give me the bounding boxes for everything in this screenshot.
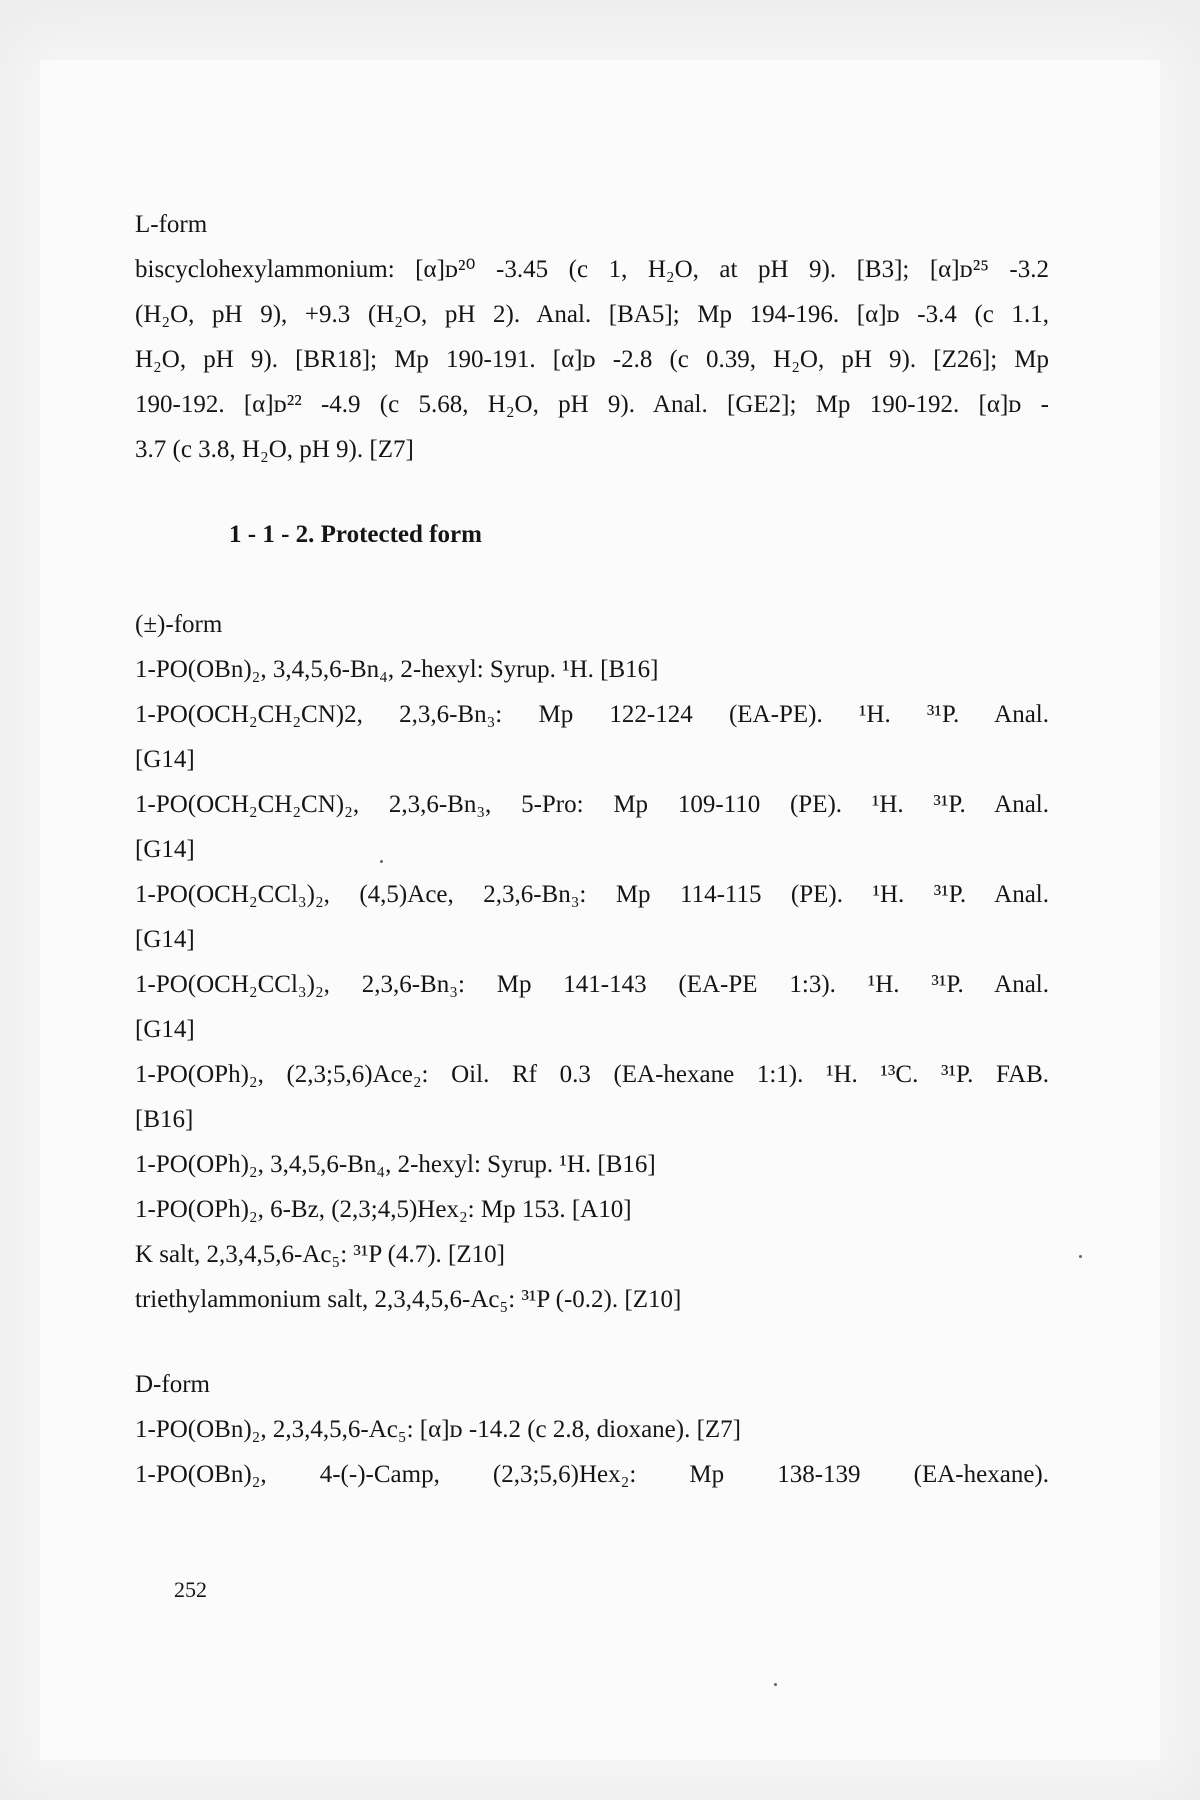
entry-line: 1-PO(OBn)₂, 3,4,5,6-Bn₄, 2-hexyl: Syrup. ¹H. [B16]	[135, 656, 659, 683]
entry-line: [B16]	[135, 1106, 194, 1133]
entry-line: 1-PO(OPh)₂, 3,4,5,6-Bn₄, 2-hexyl: Syrup. ¹H. [B16]	[135, 1151, 656, 1178]
text-line: biscyclohexylammonium: [α]ᴅ²⁰ -3.45 (c 1, H₂O, at pH 9). [B3]; [α]ᴅ²⁵ -3.2	[135, 256, 1049, 283]
racemic-form-heading: (±)-form	[135, 611, 223, 638]
entry-line: triethylammonium salt, 2,3,4,5,6-Ac₅: ³¹P (-0.2). [Z10]	[135, 1286, 682, 1313]
page-number: 252	[174, 1577, 207, 1602]
entry-line: K salt, 2,3,4,5,6-Ac₅: ³¹P (4.7). [Z10]	[135, 1241, 505, 1268]
speck	[774, 1683, 777, 1686]
entry-line: [G14]	[135, 926, 195, 953]
text-line: (H₂O, pH 9), +9.3 (H₂O, pH 2). Anal. [BA5]; Mp 194-196. [α]ᴅ -3.4 (c 1.1,	[135, 301, 1049, 328]
entry-line: 1-PO(OPh)₂, (2,3;5,6)Ace₂: Oil. Rf 0.3 (EA-hexane 1:1). ¹H. ¹³C. ³¹P. FAB.	[135, 1061, 1049, 1088]
l-form-heading: L-form	[135, 211, 208, 238]
speck	[380, 860, 383, 863]
d-form-heading: D-form	[135, 1371, 210, 1398]
entry-line: 1-PO(OBn)₂, 2,3,4,5,6-Ac₅: [α]ᴅ -14.2 (c 2.8, dioxane). [Z7]	[135, 1416, 742, 1443]
entry-line: [G14]	[135, 746, 195, 773]
entry-line: 1-PO(OCH₂CCl₃)₂, 2,3,6-Bn₃: Mp 141-143 (EA-PE 1:3). ¹H. ³¹P. Anal.	[135, 971, 1049, 998]
entry-line: 1-PO(OPh)₂, 6-Bz, (2,3;4,5)Hex₂: Mp 153. [A10]	[135, 1196, 632, 1223]
section-heading: 1 - 1 - 2. Protected form	[229, 521, 482, 548]
text-line: 3.7 (c 3.8, H₂O, pH 9). [Z7]	[135, 436, 414, 463]
entry-line: 1-PO(OCH₂CH₂CN)₂, 2,3,6-Bn₃, 5-Pro: Mp 109-110 (PE). ¹H. ³¹P. Anal.	[135, 791, 1049, 818]
entry-line: 1-PO(OCH₂CCl₃)₂, (4,5)Ace, 2,3,6-Bn₃: Mp 114-115 (PE). ¹H. ³¹P. Anal.	[135, 881, 1049, 908]
text-line: H₂O, pH 9). [BR18]; Mp 190-191. [α]ᴅ -2.8 (c 0.39, H₂O, pH 9). [Z26]; Mp	[135, 346, 1049, 373]
entry-line: 1-PO(OBn)₂, 4-(-)-Camp, (2,3;5,6)Hex₂: Mp 138-139 (EA-hexane).	[135, 1461, 1049, 1488]
entry-line: [G14]	[135, 1016, 195, 1043]
entry-line: [G14]	[135, 836, 195, 863]
speck	[1079, 1255, 1082, 1258]
entry-line: 1-PO(OCH₂CH₂CN)2, 2,3,6-Bn₃: Mp 122-124 (EA-PE). ¹H. ³¹P. Anal.	[135, 701, 1049, 728]
text-line: 190-192. [α]ᴅ²² -4.9 (c 5.68, H₂O, pH 9). Anal. [GE2]; Mp 190-192. [α]ᴅ -	[135, 391, 1049, 418]
